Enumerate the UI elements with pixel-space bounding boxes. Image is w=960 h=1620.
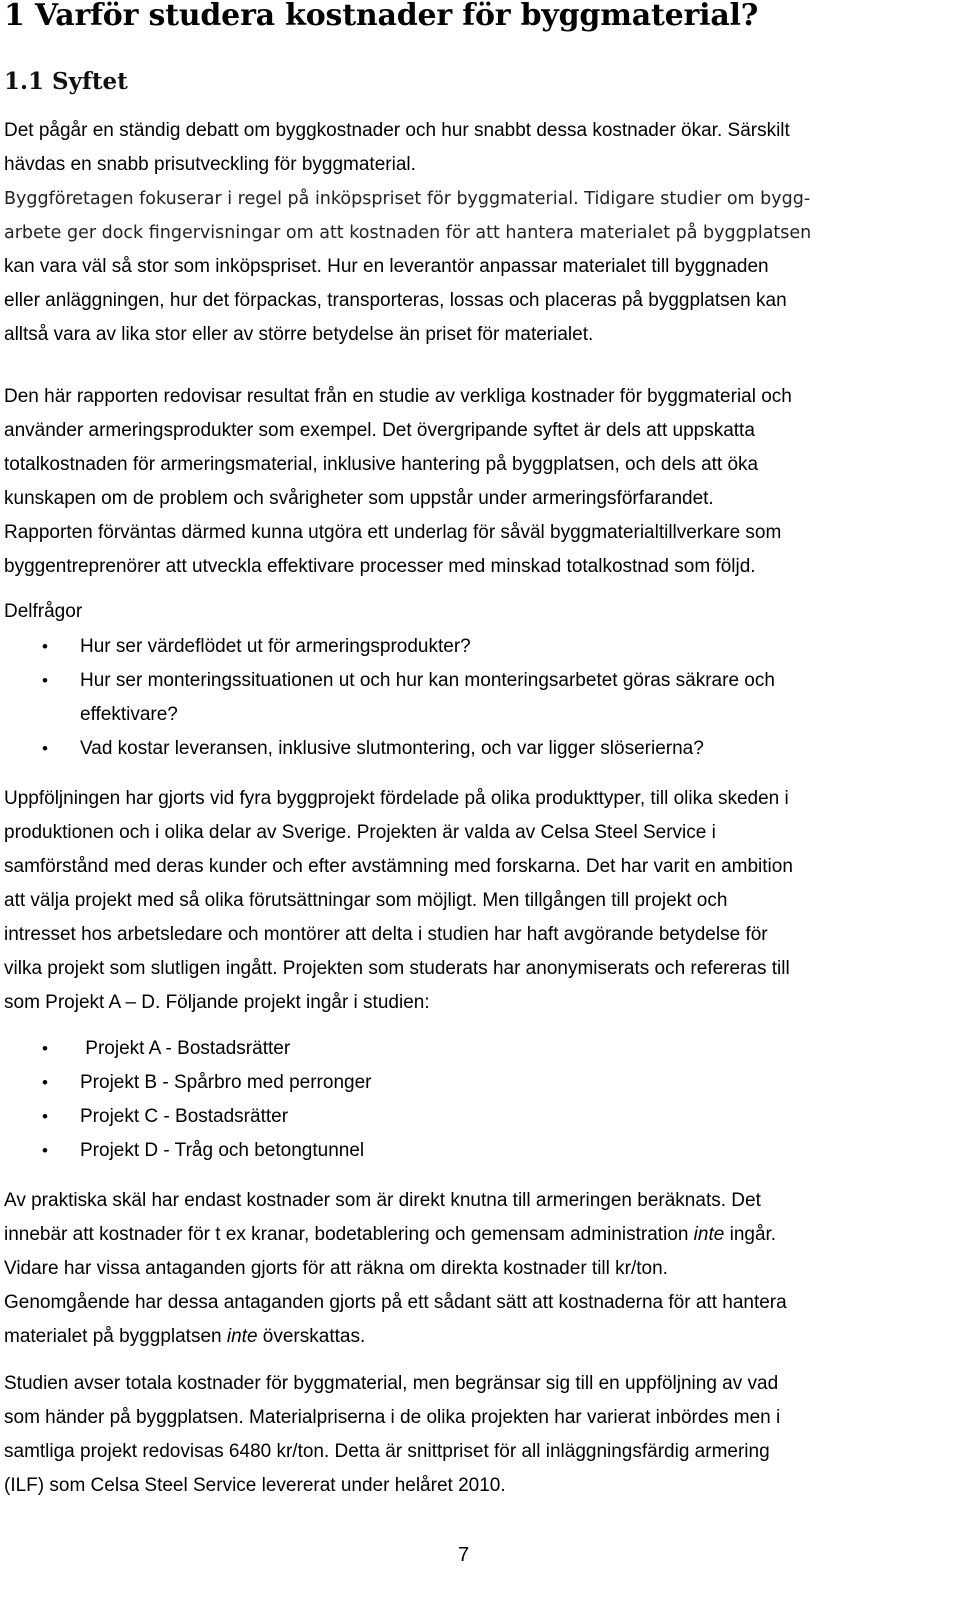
text-line: kan vara väl så stor som inköpspriset. Hur en leverantör anpassar materialet till byggnaden [4, 256, 769, 277]
list-item-text: Projekt A - Bostadsrätter [80, 1038, 291, 1059]
text-line: (ILF) som Celsa Steel Service levererat under helåret 2010. [4, 1475, 506, 1496]
text-line [4, 1218, 944, 1252]
text-span: överskattas. [257, 1326, 366, 1347]
text-line [4, 1320, 944, 1354]
list-item [4, 1032, 944, 1066]
bullet-icon: • [42, 1141, 48, 1160]
list-item [4, 1100, 944, 1134]
text-line: Byggföretagen fokuserar i regel på inköpspriset för byggmaterial. Tidigare studier om bygg- [4, 189, 811, 209]
list-item [4, 1134, 944, 1168]
text-line: totalkostnaden för armeringsmaterial, inklusive hantering på byggplatsen, och dels att öka [4, 454, 759, 475]
list-item-text: Projekt B - Spårbro med perronger [80, 1072, 372, 1093]
price-paragraph [4, 1367, 944, 1503]
background-paragraph-continued [4, 250, 944, 352]
bullet-icon: • [42, 1107, 48, 1126]
text-line: intresset hos arbetsledare och montörer att delta i studien har haft avgörande betydelse för [4, 924, 768, 945]
purpose-paragraph [4, 380, 944, 584]
emphasis-text: inte [226, 1326, 258, 1347]
text-line: som händer på byggplatsen. Materialpriserna i de olika projekten har varierat inbördes men i [4, 1407, 781, 1428]
bullet-icon: • [42, 739, 48, 758]
list-item [4, 1066, 944, 1100]
text-line: samförstånd med deras kunder och efter avstämning med forskarna. Det har varit en ambition [4, 856, 793, 877]
text-line: Av praktiska skäl har endast kostnader som är direkt knutna till armeringen beräknats. Det [4, 1190, 761, 1211]
bullet-icon: • [42, 637, 48, 656]
text-span: materialet på byggplatsen [4, 1326, 227, 1347]
text-line: Genomgående har dessa antaganden gjorts på ett sådant sätt att kostnaderna för att hantera [4, 1292, 787, 1313]
text-line: Det pågår en ständig debatt om byggkostnader och hur snabbt dessa kostnader ökar. Särskilt [4, 120, 790, 141]
bullet-icon: • [42, 671, 48, 690]
list-item-text: Hur ser monteringssituationen ut och hur kan monteringsarbetet göras säkrare och [80, 670, 775, 691]
list-item [4, 732, 944, 766]
background-paragraph [4, 182, 944, 250]
text-line: Rapporten förväntas därmed kunna utgöra ett underlag för såväl byggmaterialtillverkare som [4, 522, 782, 543]
intro-paragraph [4, 114, 944, 182]
text-line: byggentreprenörer att utveckla effektivare processer med minskad totalkostnad som följd. [4, 556, 756, 577]
text-line: vilka projekt som slutligen ingått. Projekten som studerats har anonymiserats och refereras till [4, 958, 790, 979]
text-line: som Projekt A – D. Följande projekt ingår i studien: [4, 992, 430, 1013]
text-line: använder armeringsprodukter som exempel. Det övergripande syftet är dels att uppskatta [4, 420, 755, 441]
bullet-icon: • [42, 1073, 48, 1092]
text-line: alltså vara av lika stor eller av större betydelse än priset för materialet. [4, 324, 594, 345]
projects-list [4, 1032, 944, 1168]
text-line: arbete ger dock fingervisningar om att kostnaden för att hantera materialet på byggplatsen [4, 223, 812, 243]
list-item-text: Hur ser värdeflödet ut för armeringsprodukter? [80, 636, 471, 657]
cost-scope-paragraph [4, 1184, 944, 1354]
text-line: hävdas en snabb prisutveckling för byggmaterial. [4, 154, 416, 175]
text-line: Uppföljningen har gjorts vid fyra byggprojekt fördelade på olika produkttyper, till olika skeden i [4, 788, 789, 809]
list-item-text: effektivare? [80, 704, 178, 725]
text-line: Den här rapporten redovisar resultat från en studie av verkliga kostnader för byggmaterial och [4, 386, 792, 407]
section-heading: 1.1 Syftet [4, 68, 128, 95]
delfragor-label: Delfrågor [4, 601, 83, 622]
text-span: ingår. [724, 1224, 777, 1245]
text-line: kunskapen om de problem och svårigheter som uppstår under armeringsförfarandet. [4, 488, 714, 509]
text-line: samtliga projekt redovisas 6480 kr/ton. Detta är snittpriset för all inläggningsfärdig armering [4, 1441, 770, 1462]
list-item [4, 630, 944, 664]
text-line: eller anläggningen, hur det förpackas, transporteras, lossas och placeras på byggplatsen kan [4, 290, 787, 311]
text-line: att välja projekt med så olika förutsättningar som möjligt. Men tillgången till projekt och [4, 890, 728, 911]
projects-paragraph [4, 782, 944, 1020]
page-number: 7 [458, 1544, 470, 1566]
delfragor-list [4, 630, 944, 766]
chapter-heading: 1 Varför studera kostnader för byggmaterial? [4, 0, 759, 33]
text-line: Studien avser totala kostnader för byggmaterial, men begränsar sig till en uppföljning av vad [4, 1373, 779, 1394]
list-item-text: Projekt C - Bostadsrätter [80, 1106, 289, 1127]
text-span: innebär att kostnader för t ex kranar, bodetablering och gemensam administration [4, 1224, 694, 1245]
bullet-icon: • [42, 1039, 48, 1058]
text-line: produktionen och i olika delar av Sverige. Projekten är valda av Celsa Steel Service i [4, 822, 716, 843]
text-line: Vidare har vissa antaganden gjorts för att räkna om direkta kostnader till kr/ton. [4, 1258, 668, 1279]
emphasis-text: inte [693, 1224, 725, 1245]
list-item-text: Vad kostar leveransen, inklusive slutmontering, och var ligger slöserierna? [80, 738, 704, 759]
list-item [4, 664, 944, 732]
list-item-text: Projekt D - Tråg och betongtunnel [80, 1140, 365, 1161]
